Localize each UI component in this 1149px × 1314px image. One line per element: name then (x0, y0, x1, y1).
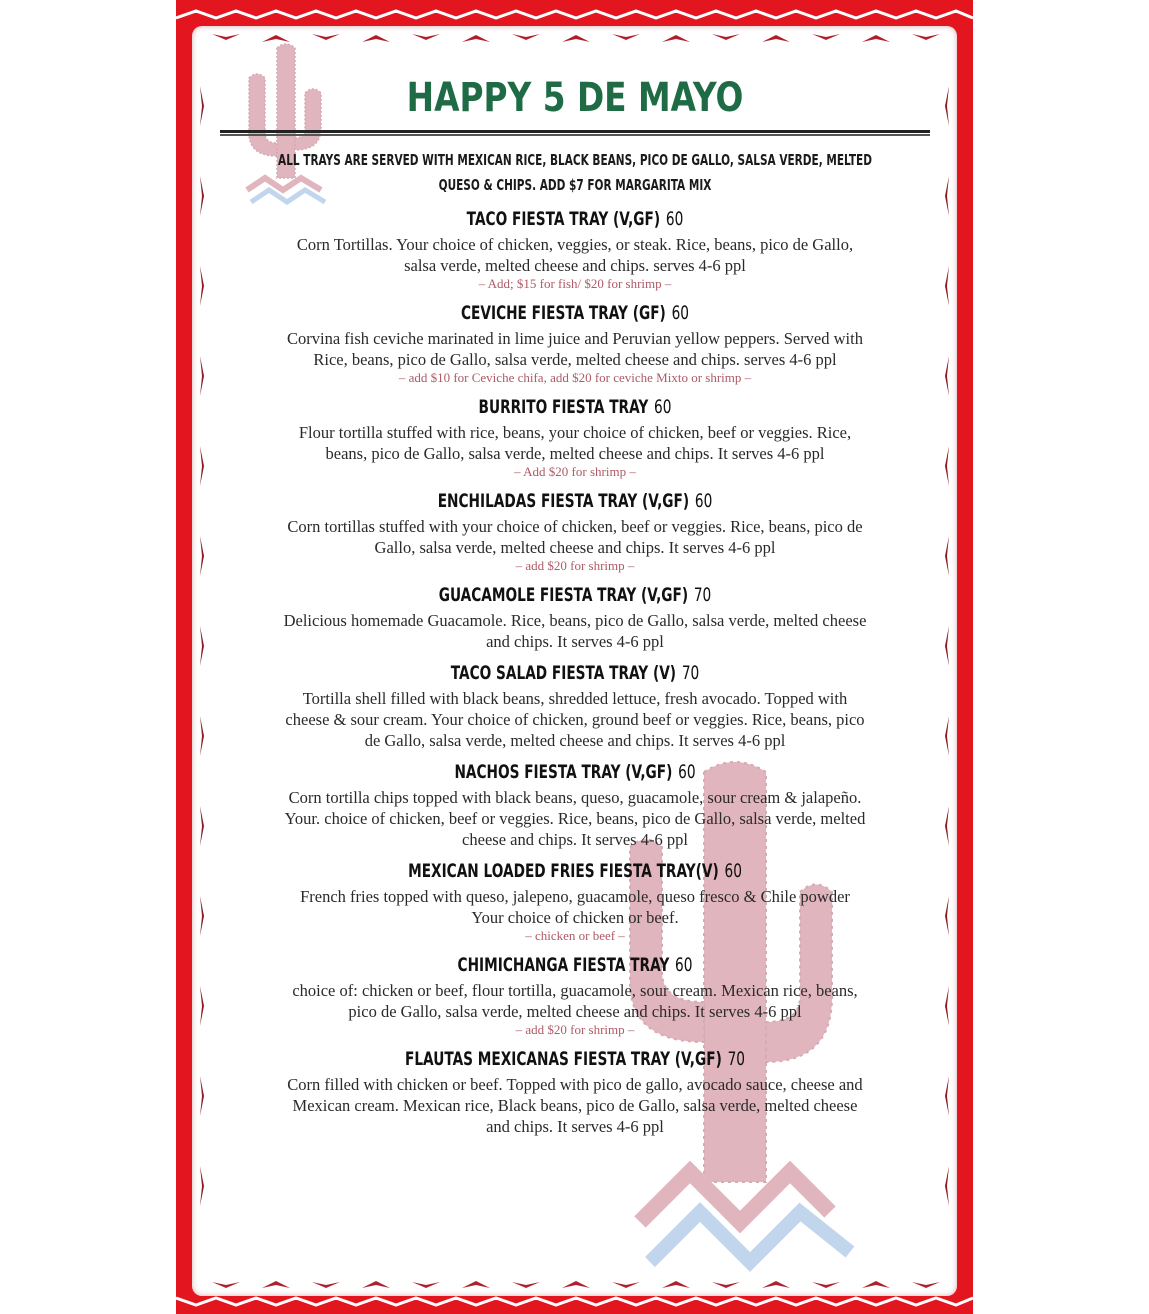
menu-item-description (220, 610, 930, 652)
description-line: Delicious homemade Guacamole. Rice, beans, pico de Gallo, salsa verde, melted cheese (283, 611, 867, 630)
menu-item-addon-note: – Add; $15 for fish/ $20 for shrimp – (478, 276, 672, 291)
description-line: Gallo, salsa verde, melted cheese and chips. It serves 4-6 ppl (374, 538, 776, 557)
description-line: salsa verde, melted cheese and chips. serves 4-6 ppl (404, 256, 746, 275)
description-line: pico de Gallo, salsa verde, melted cheese and chips. It serves 4-6 ppl (348, 1002, 802, 1021)
menu-item-addon-note: – Add $20 for shrimp – (514, 464, 636, 479)
description-line: Your. choice of chicken, beef or veggies. Rice, beans, pico de Gallo, salsa verde, melted (284, 809, 866, 828)
menu-item-heading (215, 1044, 935, 1074)
menu-item-price: 60 (675, 954, 693, 976)
description-line: French fries topped with queso, jalepeno, guacamole, queso fresco & Chile powder (300, 887, 850, 906)
intro-line: QUESO & CHIPS. ADD $7 FOR MARGARITA MIX (438, 176, 712, 194)
menu-item-price: 60 (724, 860, 742, 882)
menu-item-heading (215, 486, 935, 516)
menu-item-description (220, 787, 930, 850)
menu-item-heading (215, 392, 935, 422)
title-divider (220, 130, 930, 136)
inner-zigzag-right (939, 66, 953, 1256)
menu-item-heading (215, 580, 935, 610)
description-line: de Gallo, salsa verde, melted cheese and chips. It serves 4-6 ppl (364, 731, 786, 750)
description-line: cheese and chips. It serves 4-6 ppl (462, 830, 688, 849)
menu-item-price: 60 (671, 302, 689, 324)
description-line: Flour tortilla stuffed with rice, beans, your choice of chicken, beef or veggies. Rice, (298, 423, 852, 442)
menu-item-description (220, 422, 930, 464)
menu-item-description (220, 886, 930, 928)
menu-item-name: GUACAMOLE FIESTA TRAY (V,GF) (438, 584, 689, 606)
menu-item (220, 856, 930, 944)
description-line: Your choice of chicken or beef. (471, 908, 679, 927)
menu-item (220, 486, 930, 574)
menu-item (220, 204, 930, 292)
menu-item-price: 70 (681, 662, 700, 684)
menu-item (220, 392, 930, 480)
menu-item-description (220, 688, 930, 751)
menu-item-price: 60 (665, 208, 684, 230)
menu-item-heading (215, 658, 935, 688)
description-line: and chips. It serves 4-6 ppl (486, 632, 664, 651)
menu-item-name: ENCHILADAS FIESTA TRAY (V,GF) (437, 490, 690, 512)
menu-item (220, 298, 930, 386)
menu-item-name: CHIMICHANGA FIESTA TRAY (457, 954, 670, 976)
menu-item-name: TACO FIESTA TRAY (V,GF) (466, 208, 661, 230)
menu-item-description (220, 1074, 930, 1137)
intro-line: ALL TRAYS ARE SERVED WITH MEXICAN RICE, BLACK BEANS, PICO DE GALLO, SALSA VERDE, MELTED (278, 151, 872, 169)
description-line: Corn Tortillas. Your choice of chicken, veggies, or steak. Rice, beans, pico de Gallo, (296, 235, 854, 254)
menu-item-price: 60 (694, 490, 713, 512)
menu-item (220, 658, 930, 751)
inner-zigzag-bottom (192, 1278, 957, 1292)
menu-item-addon-note: – chicken or beef – (525, 928, 625, 943)
zigzag-border-bottom (176, 1294, 973, 1308)
menu-item-description (220, 516, 930, 558)
menu-item-price: 60 (654, 396, 672, 418)
menu-item-name: MEXICAN LOADED FRIES FIESTA TRAY(V) (408, 860, 719, 882)
description-line: choice of: chicken or beef, flour tortilla, guacamole, sour cream. Mexican rice, beans, (292, 981, 858, 1000)
description-line: Corn filled with chicken or beef. Topped with pico de gallo, avocado sauce, cheese and (287, 1075, 863, 1094)
menu-item (220, 1044, 930, 1137)
menu-item-addon-note: – add $20 for shrimp – (515, 558, 635, 573)
description-line: cheese & sour cream. Your choice of chicken, ground beef or veggies. Rice, beans, pico (285, 710, 865, 729)
menu-content (220, 60, 930, 1137)
menu-item (220, 757, 930, 850)
menu-item-description (220, 980, 930, 1022)
menu-item-heading (215, 856, 935, 886)
menu-item-price: 60 (678, 761, 696, 783)
description-line: Corvina fish ceviche marinated in lime juice and Peruvian yellow peppers. Served with (287, 329, 863, 348)
inner-zigzag-left (196, 66, 210, 1256)
description-line: Rice, beans, pico de Gallo, salsa verde, melted cheese and chips. serves 4-6 ppl (313, 350, 837, 369)
description-line: Tortilla shell filled with black beans, shredded lettuce, fresh avocado. Topped with (302, 689, 848, 708)
menu-item-description (220, 328, 930, 370)
menu-item (220, 580, 930, 652)
menu-item-heading (215, 950, 935, 980)
menu-item-heading (215, 204, 935, 234)
intro-text (224, 148, 926, 198)
menu-item-list (220, 204, 930, 1137)
description-line: Corn tortillas stuffed with your choice of chicken, beef or veggies. Rice, beans, pico de (287, 517, 863, 536)
menu-item-addon-note: – add $20 for shrimp – (515, 1022, 635, 1037)
description-line: Corn tortilla chips topped with black beans, queso, guacamole, sour cream & jalapeño. (288, 788, 862, 807)
menu-item-heading (215, 757, 935, 787)
menu-item-price: 70 (727, 1048, 746, 1070)
menu-item (220, 950, 930, 1038)
description-line: and chips. It serves 4-6 ppl (486, 1117, 664, 1136)
menu-item-name: CEVICHE FIESTA TRAY (GF) (461, 302, 666, 324)
menu-item-name: NACHOS FIESTA TRAY (V,GF) (454, 761, 673, 783)
menu-item-addon-note: – add $10 for Ceviche chifa, add $20 for ceviche Mixto or shrimp – (398, 370, 752, 385)
menu-item-heading (215, 298, 935, 328)
menu-item-description (220, 234, 930, 276)
description-line: Mexican cream. Mexican rice, Black beans, pico de Gallo, salsa verde, melted cheese (292, 1096, 858, 1115)
zigzag-border-top (176, 8, 973, 22)
menu-item-price: 70 (693, 584, 712, 606)
menu-item-name: FLAUTAS MEXICANAS FIESTA TRAY (V,GF) (404, 1048, 722, 1070)
menu-item-name: TACO SALAD FIESTA TRAY (V) (450, 662, 677, 684)
menu-item-name: BURRITO FIESTA TRAY (478, 396, 649, 418)
page-title: HAPPY 5 DE MAYO (406, 75, 744, 121)
description-line: beans, pico de Gallo, salsa verde, melted cheese and chips. It serves 4-6 ppl (325, 444, 825, 463)
